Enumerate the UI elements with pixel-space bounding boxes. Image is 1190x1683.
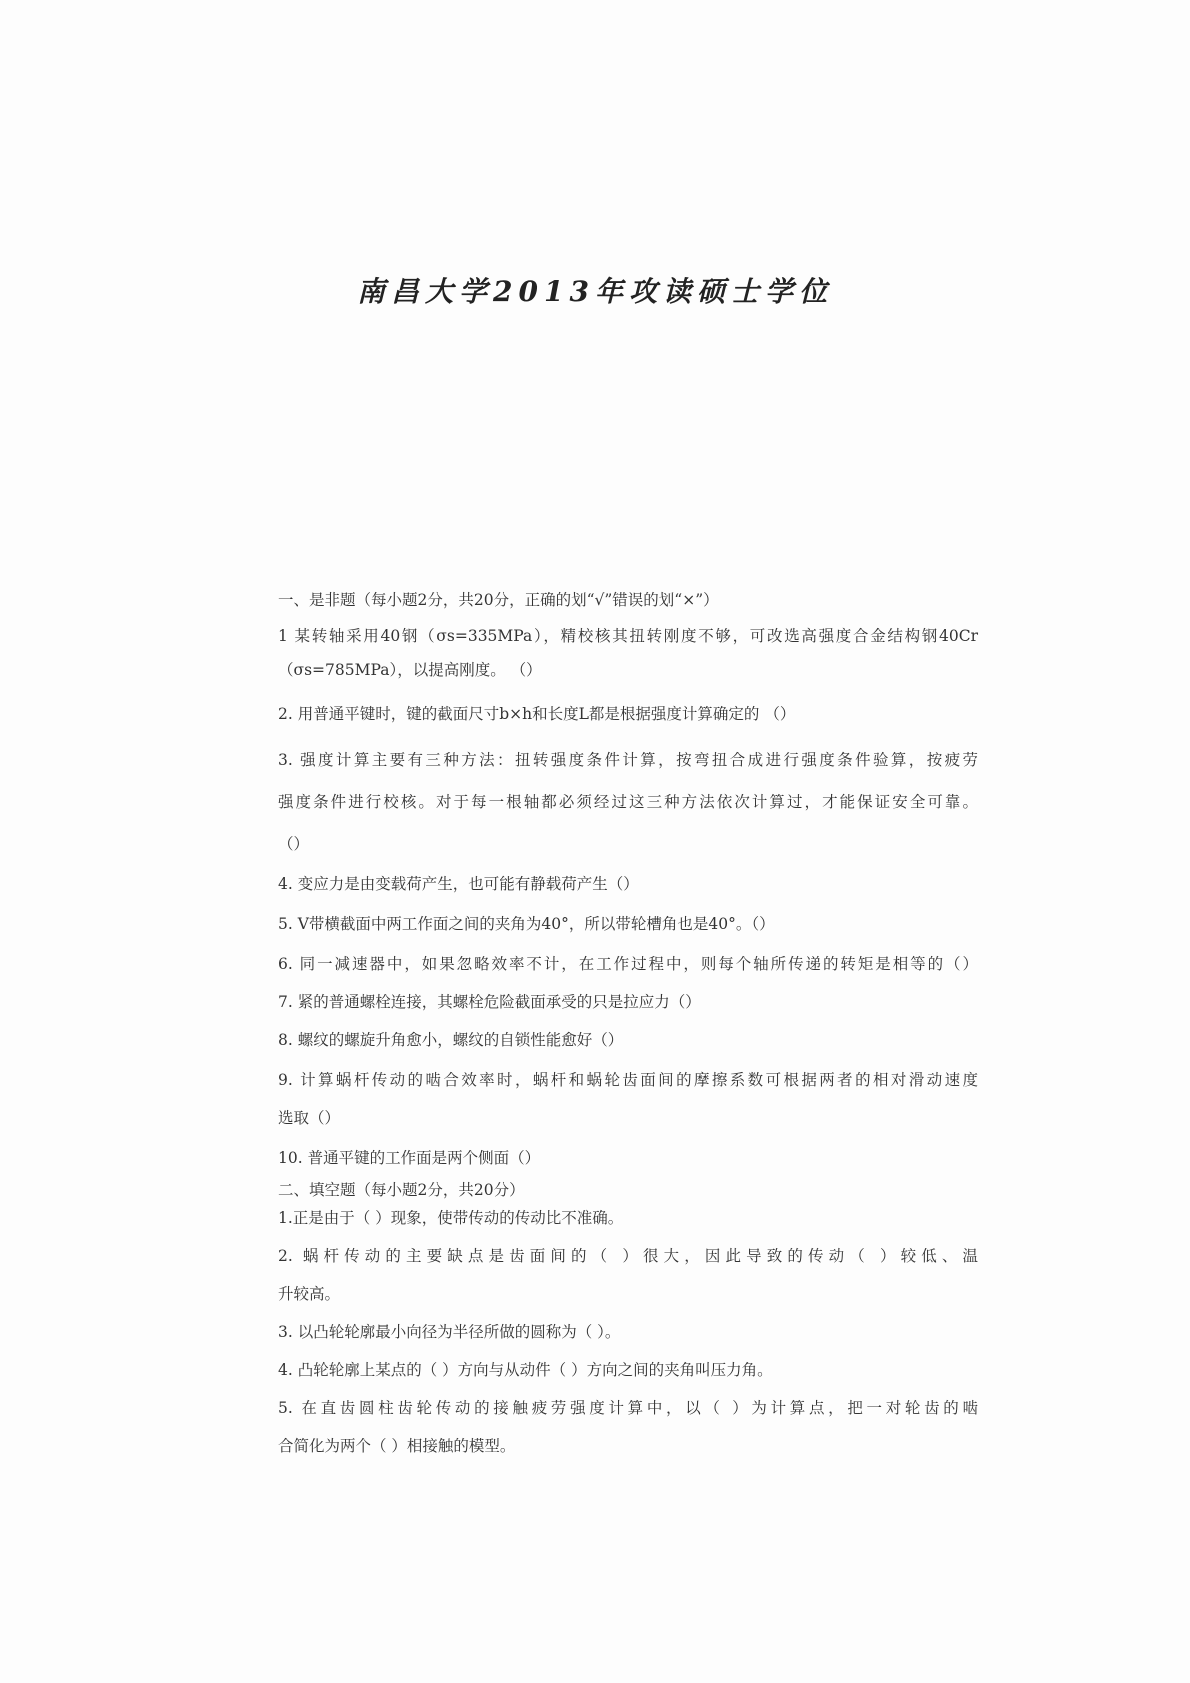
- question-line: 选取（）: [278, 1109, 341, 1127]
- question-line: （）: [278, 835, 310, 853]
- question-line: 8. 螺纹的螺旋升角愈小，螺纹的自锁性能愈好（）: [278, 1031, 624, 1049]
- question-line: 7. 紧的普通螺栓连接，其螺栓危险截面承受的只是拉应力（）: [278, 993, 701, 1011]
- question-line: 5. V带横截面中两工作面之间的夹角为40°，所以带轮槽角也是40°。（）: [278, 915, 775, 933]
- question-line: 1 某转轴采用40钢（σs=335MPa），精校核其扭转刚度不够，可改选高强度合金结构钢40Cr: [278, 627, 978, 645]
- question-line: 10. 普通平键的工作面是两个侧面（）: [278, 1149, 541, 1167]
- question-line: 6. 同一减速器中，如果忽略效率不计，在工作过程中，则每个轴所传递的转矩是相等的（）: [278, 955, 978, 973]
- page-title: 南昌大学2013年攻读硕士学位: [357, 275, 833, 308]
- question-line: 2. 蜗杆传动的主要缺点是齿面间的（ ）很大，因此导致的传动（ ）较低、温: [278, 1247, 978, 1265]
- question-line: 3. 强度计算主要有三种方法：扭转强度条件计算，按弯扭合成进行强度条件验算，按疲劳: [278, 751, 978, 769]
- section2-heading: 二、填空题（每小题2分，共20分）: [278, 1181, 525, 1199]
- question-line: （σs=785MPa），以提高刚度。 （）: [278, 661, 542, 679]
- question-line: 1.正是由于（ ）现象，使带传动的传动比不准确。: [278, 1209, 624, 1227]
- question-line: 强度条件进行校核。对于每一根轴都必须经过这三种方法依次计算过，才能保证安全可靠。: [278, 793, 978, 811]
- question-line: 5. 在直齿圆柱齿轮传动的接触疲劳强度计算中，以（ ）为计算点，把一对轮齿的啮: [278, 1399, 978, 1417]
- question-line: 3. 以凸轮轮廓最小向径为半径所做的圆称为（ ）。: [278, 1323, 621, 1341]
- question-line: 2. 用普通平键时，键的截面尺寸b×h和长度L都是根据强度计算确定的 （）: [278, 705, 796, 723]
- question-line: 合简化为两个（ ）相接触的模型。: [278, 1437, 516, 1455]
- question-line: 9. 计算蜗杆传动的啮合效率时，蜗杆和蜗轮齿面间的摩擦系数可根据两者的相对滑动速度: [278, 1071, 978, 1089]
- question-line: 4. 变应力是由变载荷产生，也可能有静载荷产生（）: [278, 875, 639, 893]
- section1-heading: 一、是非题（每小题2分，共20分，正确的划“√”错误的划“×”）: [278, 591, 719, 609]
- question-line: 升较高。: [278, 1285, 341, 1303]
- question-line: 4. 凸轮轮廓上某点的（ ）方向与从动件（ ）方向之间的夹角叫压力角。: [278, 1361, 773, 1379]
